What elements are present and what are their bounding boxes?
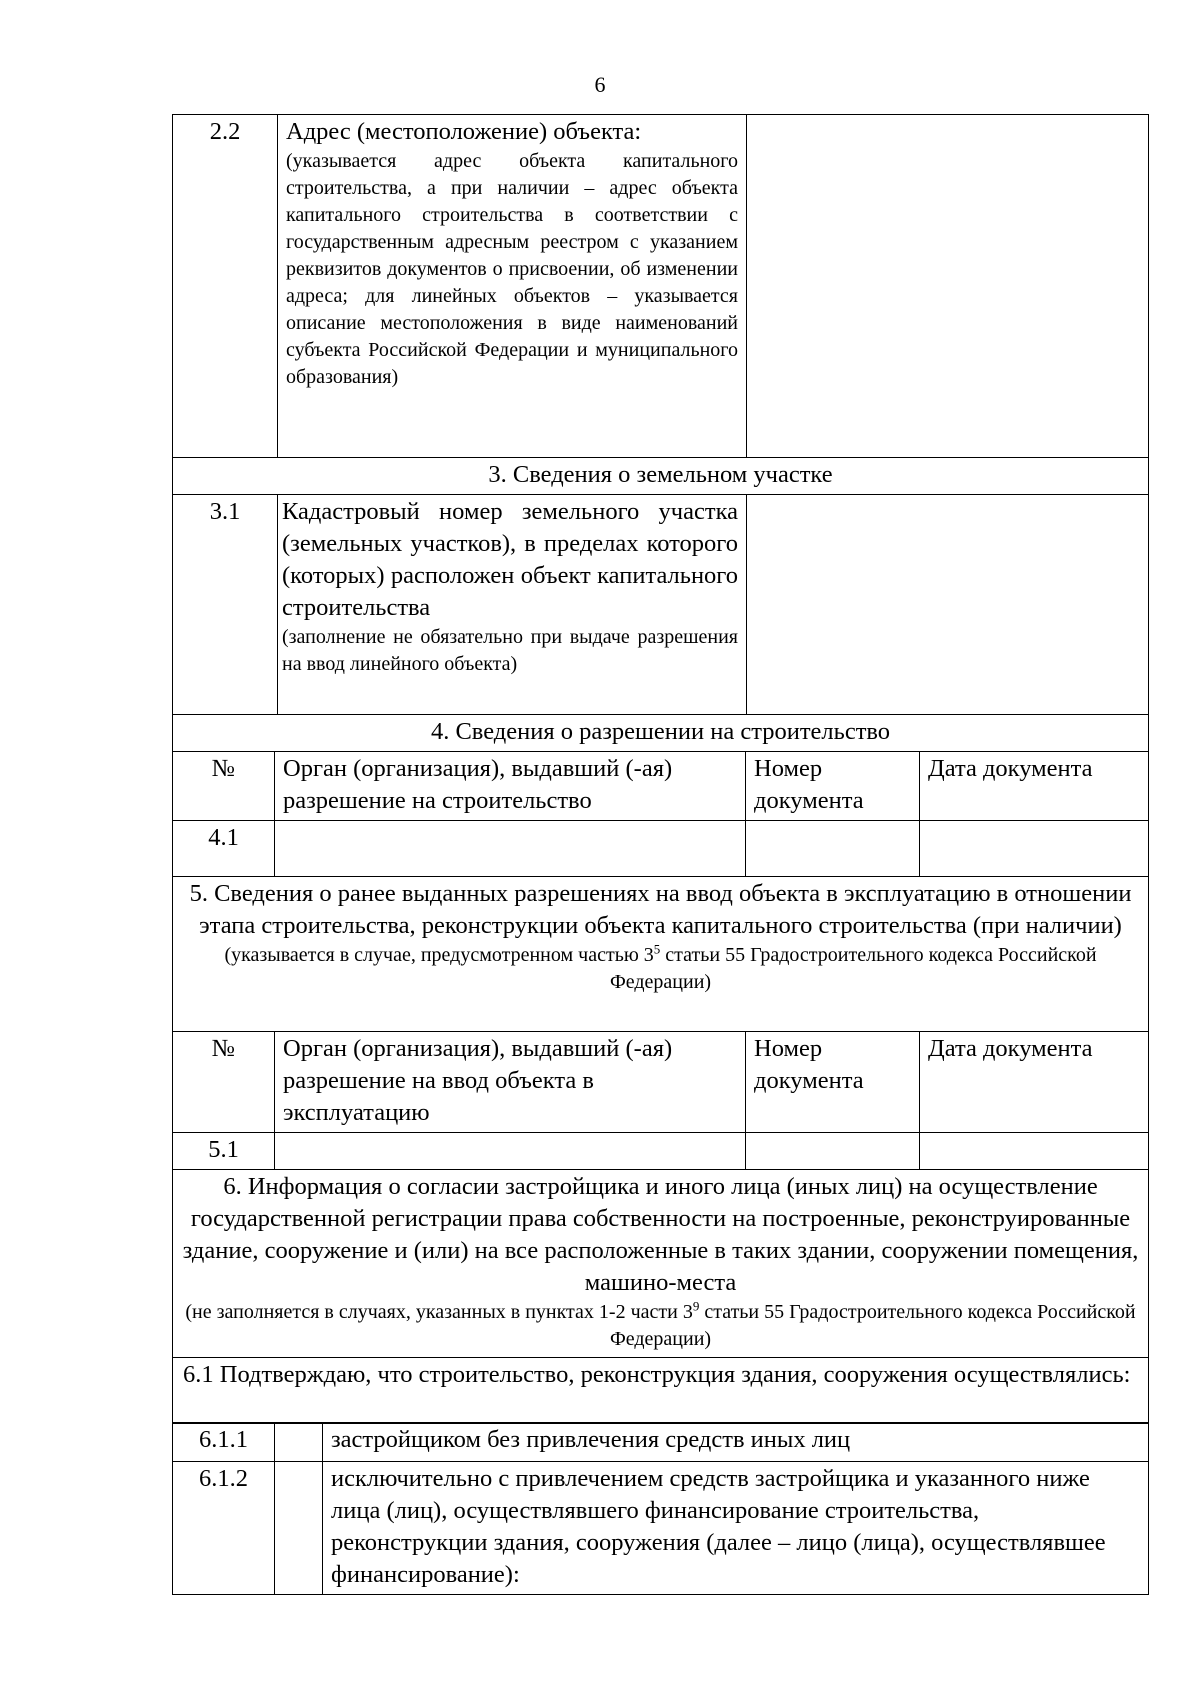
section-6-title-cell <box>173 1169 1149 1357</box>
cadastral-note: (заполнение не обязательно при выдаче разрешения на ввод линейного объекта) <box>282 626 738 675</box>
row-6-1 <box>173 1357 1149 1423</box>
row-5-1-organ-cell[interactable] <box>275 1132 746 1169</box>
section-6-note: (не заполняется в случаях, указанных в пунктах 1-2 части $3^9$ статьи 55 Градостроительного кодекса Российской Федерации) <box>185 1297 1136 1350</box>
row-3-1 <box>173 495 1149 715</box>
section-5-note: (указывается в случае, предусмотренном частью $3^5$ статьи 55 Градостроительного кодекса Российской Федерации) <box>224 940 1097 993</box>
section-4-header-organ: Орган (организация), выдавший (-ая) разрешение на строительство <box>275 751 746 820</box>
section-6-header <box>173 1169 1149 1357</box>
row-2-2-number: 2.2 <box>173 115 278 458</box>
row-4-1 <box>173 820 1149 876</box>
section-3-header <box>173 458 1149 495</box>
section-4-title: 4. Сведения о разрешении на строительство <box>173 714 1149 751</box>
address-value-cell[interactable] <box>747 115 1149 458</box>
row-3-1-number: 3.1 <box>173 495 278 715</box>
row-6-1-2-number: 6.1.2 <box>173 1462 275 1595</box>
address-title: Адрес (местоположение) объекта: <box>286 118 642 145</box>
permit-form <box>172 114 1148 1595</box>
row-6-1-1 <box>173 1423 1149 1462</box>
row-6-1-2-text: исключительно с привлечением средств застройщика и указанного ниже лица (лиц), осуществлявшего финансирование строительства, реконструкции здания, сооружения (далее – лицо (лица), осуществлявшее финансирование): <box>323 1462 1149 1595</box>
row-6-1-2 <box>173 1462 1149 1595</box>
row-6-1-2-checkbox[interactable] <box>275 1462 323 1595</box>
row-6-1-1-checkbox[interactable] <box>275 1423 323 1462</box>
row-5-1-date-cell[interactable] <box>920 1132 1149 1169</box>
row-6-1-1-text: застройщиком без привлечения средств иных лиц <box>323 1423 1149 1462</box>
section-5-title-cell <box>173 876 1149 1031</box>
row-4-1-organ-cell[interactable] <box>275 820 746 876</box>
section-5-header-num: № <box>173 1031 275 1132</box>
row-2-2 <box>173 115 1149 458</box>
section-5-header-number: Номер документа <box>746 1031 920 1132</box>
section-4-header <box>173 714 1149 751</box>
row-4-1-number-cell[interactable] <box>746 820 920 876</box>
row-5-1-number: 5.1 <box>173 1132 275 1169</box>
table-address-land <box>172 114 1149 715</box>
section-6-title: 6. Информация о согласии застройщика и иного лица (иных лиц) на осуществление государственной регистрации права собственности на построенные, реконструированные здание, сооружение и (или) на все расположенные в таких здании, сооружении помещения, машино-места <box>182 1172 1139 1296</box>
table-financing <box>172 1422 1149 1595</box>
table-permits <box>172 714 1149 1424</box>
cadastral-title: Кадастровый номер земельного участка (земельных участков), в пределах которого (которых) расположен объект капитального строительства <box>282 498 738 621</box>
row-2-2-label <box>278 115 747 458</box>
section-5-header <box>173 876 1149 1031</box>
section-5-column-headers <box>173 1031 1149 1132</box>
address-note: (указывается адрес объекта капитального строительства, а при наличии – адрес объекта капитального строительства в соответствии с государственным адресным реестром с указанием реквизитов документов о присвоении, об изменении адреса; для линейных объектов – указывается описание местоположения в виде наименований субъекта Российской Федерации и муниципального образования) <box>286 150 738 388</box>
section-3-title: 3. Сведения о земельном участке <box>173 458 1149 495</box>
section-4-header-date: Дата документа <box>920 751 1149 820</box>
item-6-1-text: 6.1 Подтверждаю, что строительство, реконструкция здания, сооружения осуществлялись: <box>173 1357 1149 1423</box>
section-5-header-date: Дата документа <box>920 1031 1149 1132</box>
section-4-header-num: № <box>173 751 275 820</box>
section-4-column-headers <box>173 751 1149 820</box>
row-4-1-number: 4.1 <box>173 820 275 876</box>
section-5-header-organ: Орган (организация), выдавший (-ая) разрешение на ввод объекта в эксплуатацию <box>275 1031 746 1132</box>
row-4-1-date-cell[interactable] <box>920 820 1149 876</box>
section-5-title: 5. Сведения о ранее выданных разрешениях на ввод объекта в эксплуатацию в отношении этапа строительства, реконструкции объекта капитального строительства (при наличии) <box>189 879 1132 939</box>
cadastral-value-cell[interactable] <box>747 495 1149 715</box>
row-5-1-number-cell[interactable] <box>746 1132 920 1169</box>
row-5-1 <box>173 1132 1149 1169</box>
section-4-header-number: Номер документа <box>746 751 920 820</box>
row-3-1-label <box>278 495 747 715</box>
page-number: 6 <box>594 72 606 97</box>
row-6-1-1-number: 6.1.1 <box>173 1423 275 1462</box>
